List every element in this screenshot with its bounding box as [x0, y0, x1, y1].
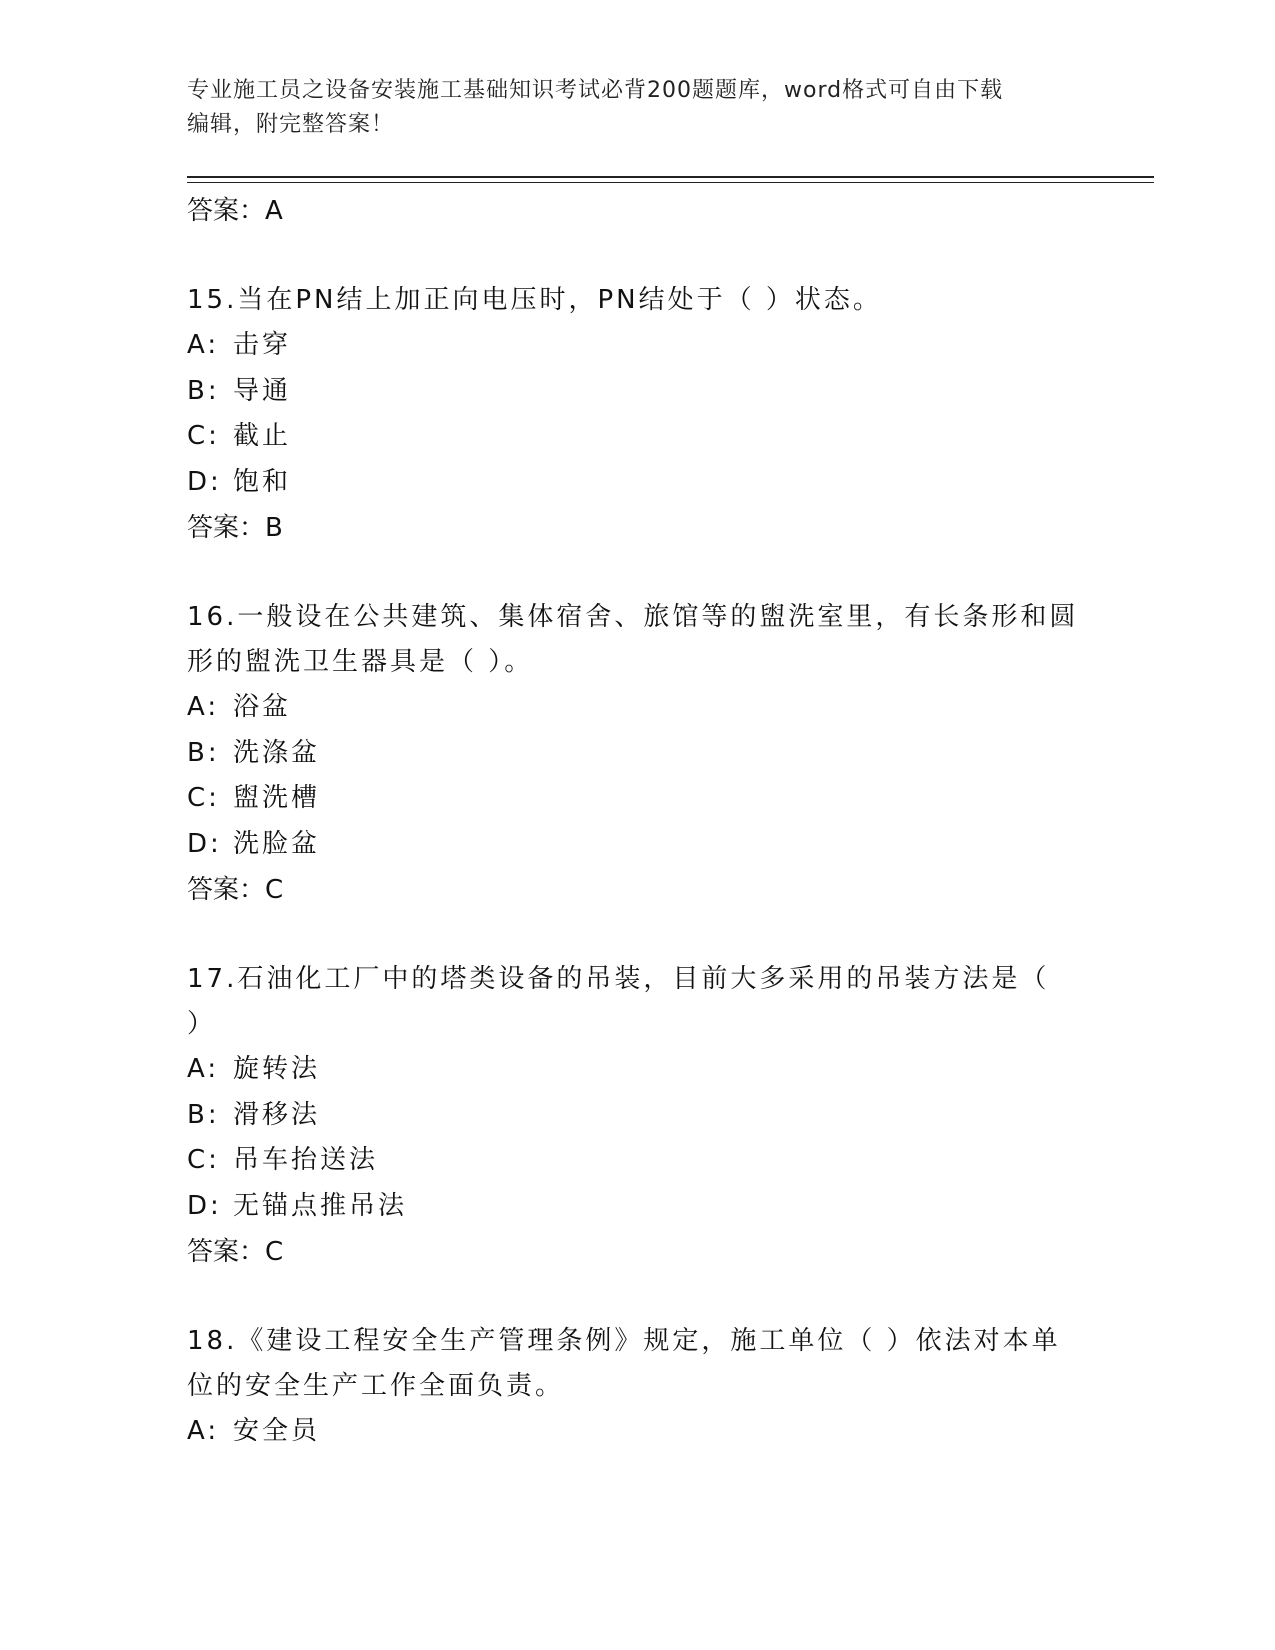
question-text: 17.石油化工厂中的塔类设备的吊装，目前大多采用的吊装方法是（	[187, 964, 1050, 994]
question-text-continued: 位的安全生产工作全面负责。	[187, 1371, 565, 1401]
option-d: D: 饱和	[187, 466, 292, 497]
question-block-16	[187, 595, 1087, 913]
option-a: A: 浴盆	[187, 692, 292, 722]
question-text: 18.《建设工程安全生产管理条例》规定，施工单位（ ）依法对本单	[187, 1326, 1061, 1356]
answer-line: 答案：C	[187, 1237, 284, 1267]
question-block-18	[187, 1319, 1087, 1455]
answer-line: 答案：C	[187, 875, 284, 905]
question-text: 16.一般设在公共建筑、集体宿舍、旅馆等的盥洗室里，有长条形和圆	[187, 602, 1079, 632]
header-line-2: 编辑，附完整答案！	[187, 112, 395, 137]
option-a: A: 安全员	[187, 1416, 321, 1446]
document-header	[187, 74, 1077, 142]
question-block-15	[187, 278, 1087, 551]
option-a: A: 击穿	[187, 330, 292, 360]
answer-line: 答案：A	[187, 196, 283, 226]
option-b: B: 导通	[187, 375, 292, 406]
header-rule-thick	[187, 176, 1154, 178]
option-d: D: 洗脸盆	[187, 828, 321, 859]
option-d: D: 无锚点推吊法	[187, 1190, 408, 1221]
question-text-continued: 形的盥洗卫生器具是（ ）。	[187, 647, 534, 677]
header-line-1: 专业施工员之设备安装施工基础知识考试必背200题题库，word格式可自由下载	[187, 78, 1004, 103]
option-a: A: 旋转法	[187, 1054, 321, 1084]
question-text-continued: ）	[187, 1009, 217, 1039]
header-rule-thin	[187, 182, 1154, 183]
question-text: 15.当在PN结上加正向电压时，PN结处于（ ）状态。	[187, 285, 882, 315]
answer-line: 答案：B	[187, 513, 283, 543]
option-c: C: 截止	[187, 421, 292, 451]
option-c: C: 盥洗槽	[187, 783, 321, 813]
option-b: B: 洗涤盆	[187, 737, 321, 768]
option-c: C: 吊车抬送法	[187, 1145, 379, 1175]
question-block-17	[187, 957, 1087, 1275]
option-b: B: 滑移法	[187, 1099, 321, 1130]
document-body	[187, 188, 1087, 1455]
